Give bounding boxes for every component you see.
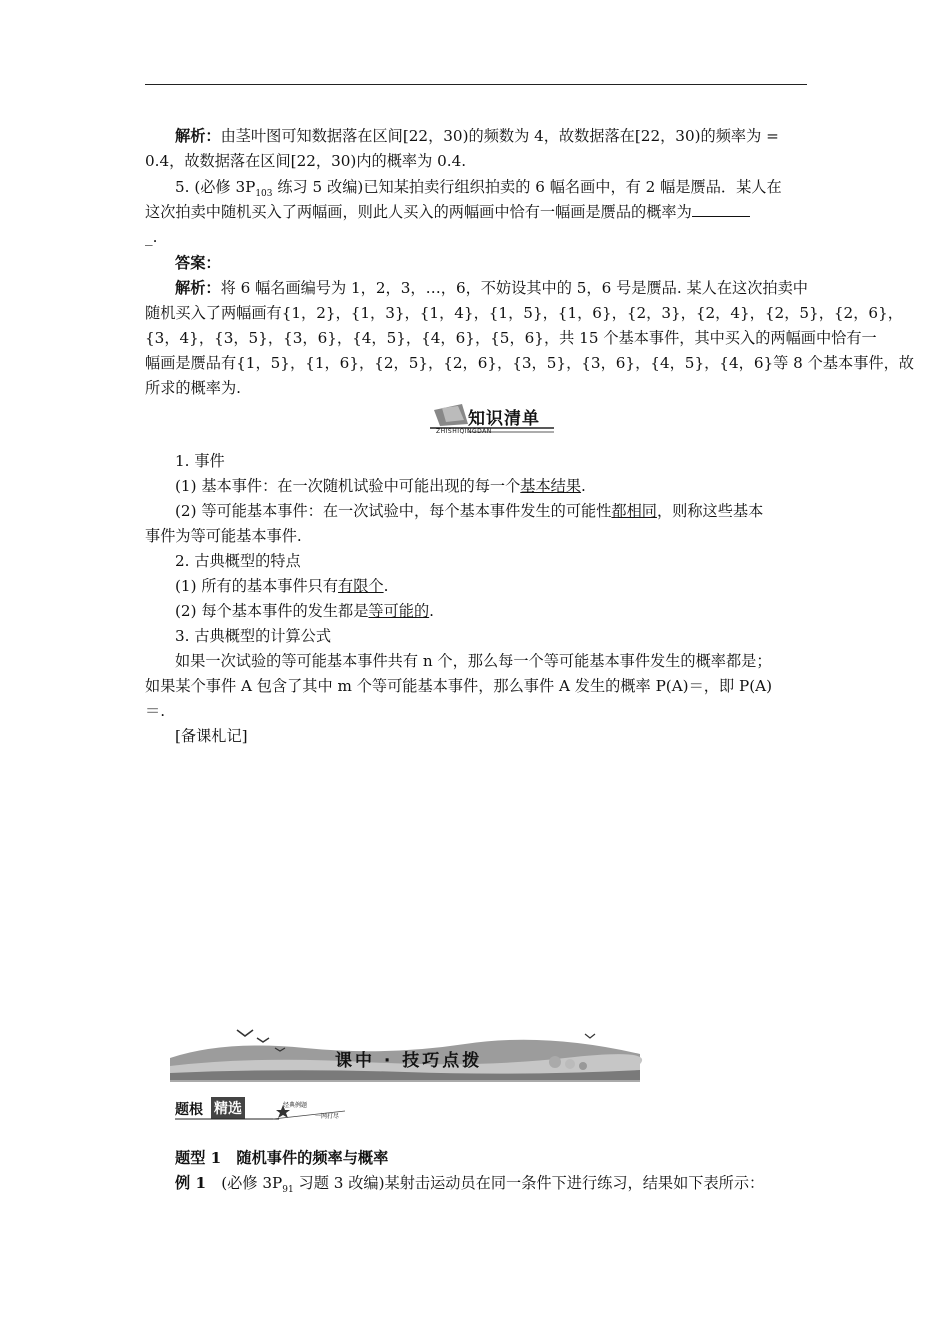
k-item-1-2: (2) 等可能基本事件：在一次试验中，每个基本事件发生的可能性都相同，则称这些基本 [175, 502, 764, 520]
knowledge-list-subtitle: ZHISHIQINGDAN [436, 428, 492, 435]
solution-5-line-3: {3，4}，{3，5}，{3，6}，{4，5}，{4，6}，{5，6}，共 15 个基本事件，其中买入的两幅画中恰有一 [145, 329, 877, 347]
knowledge-list-banner [428, 398, 558, 440]
answer-blank [692, 202, 750, 217]
k-heading-2: 2. 古典概型的特点 [175, 552, 301, 570]
solution-5-line-5: 所求的概率为. [145, 379, 241, 397]
tag-caption-2: 一网打尽 [315, 1113, 340, 1120]
question-5-line-1: 5. (必修 $3P_{103}$ 练习 5 改编)已知某拍卖行组织拍卖的 6 幅名画中，有 2 幅是赝品．某人在 [175, 178, 782, 200]
k-item-1-2-cont: 事件为等可能基本事件. [145, 527, 302, 545]
solution-5-line-1: 解析：将 6 幅名画编号为 1，2，3，…，6，不妨设其中的 5，6 号是赝品. 某人在这次拍卖中 [175, 279, 808, 297]
solution-4-line-1: 解析：由茎叶图可知数据落在区间[22，30)的频数为 4，故数据落在[22，30)的频率为 = [175, 127, 779, 145]
question-5-line-3: _. [145, 228, 158, 246]
question-5-line-2: 这次拍卖中随机买入了两幅画，则此人买入的两幅画中恰有一幅画是赝品的概率为 [145, 202, 750, 222]
tag-part-1: 题根 [175, 1102, 203, 1118]
k-item-1-1: (1) 基本事件：在一次随机试验中可能出现的每一个基本结果. [175, 477, 586, 495]
lesson-notes-label: [备课札记] [175, 727, 248, 745]
topic-selection-tag [175, 1097, 375, 1123]
k-item-2-2: (2) 每个基本事件的发生都是等可能的. [175, 602, 434, 620]
lesson-section-title: 课中 · 技巧点拨 [335, 1051, 483, 1071]
question-type-heading: 题型 1 随机事件的频率与概率 [175, 1149, 389, 1167]
knowledge-list-title: 知识清单 [468, 409, 540, 429]
solution-5-line-2: 随机买入了两幅画有{1，2}，{1，3}，{1，4}，{1，5}，{1，6}，{2，3}，{2，4}，{2，5}，{2，6}， [145, 304, 903, 322]
answer-label: 答案： [175, 254, 221, 272]
tag-caption-1: 经典例题 [283, 1102, 308, 1109]
k-item-3-2: 如果某个事件 A 包含了其中 m 个等可能基本事件，那么事件 A 发生的概率 P(A)＝，即 P(A) [145, 677, 773, 695]
tag-decoration-icon [175, 1097, 375, 1123]
tag-part-2: 精选 [211, 1097, 245, 1119]
solution-5-line-4: 幅画是赝品有{1，5}，{1，6}，{2，5}，{2，6}，{3，5}，{3，6}，{4，5}，{4，6}等 8 个基本事件，故 [145, 354, 914, 372]
header-rule [145, 84, 807, 85]
k-heading-3: 3. 古典概型的计算公式 [175, 627, 332, 645]
example-1-line: 例 1 (必修 $3P_{91}$ 习题 3 改编)某射击运动员在同一条件下进行练习，结果如下表所示： [175, 1174, 765, 1196]
solution-4-line-2: 0.4，故数据落在区间[22，30)内的概率为 0.4. [145, 152, 467, 170]
k-item-3-3: ＝. [145, 702, 166, 720]
lesson-section-banner [165, 1018, 645, 1094]
k-heading-1: 1. 事件 [175, 452, 225, 470]
k-item-3-1: 如果一次试验的等可能基本事件共有 n 个，那么每一个等可能基本事件发生的概率都是； [175, 652, 772, 670]
k-item-2-1: (1) 所有的基本事件只有有限个. [175, 577, 389, 595]
